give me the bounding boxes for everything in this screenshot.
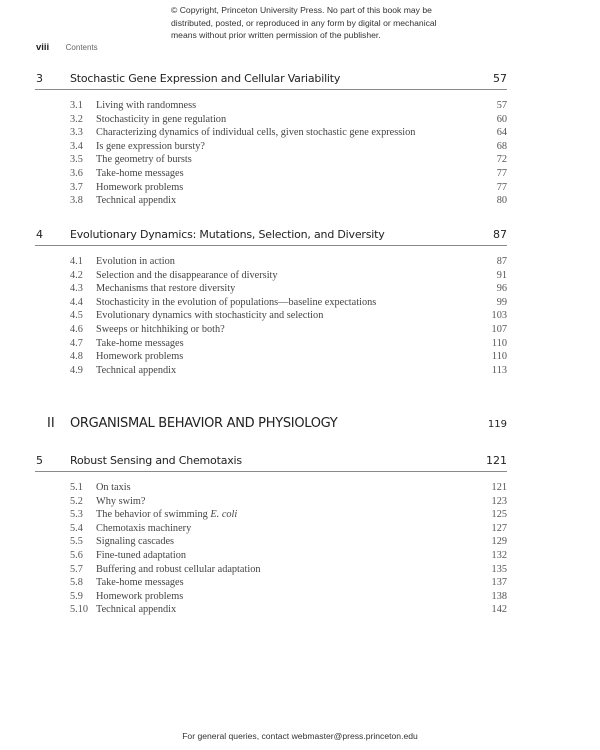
section-title-italic: E. coli	[210, 509, 238, 521]
toc-entry[interactable]	[35, 141, 507, 155]
toc-entry[interactable]	[35, 564, 507, 578]
section-number: 4.1	[70, 256, 83, 267]
section-page: 121	[491, 482, 507, 493]
section-page: 57	[496, 100, 507, 111]
section-number: 5.5	[70, 536, 83, 548]
section-title: Selection and the disappearance of diversity	[96, 269, 278, 281]
section-page: 77	[496, 167, 507, 179]
section-title: Fine-tuned adaptation	[96, 549, 187, 561]
section-page: 110	[491, 337, 507, 349]
toc-entry[interactable]	[35, 182, 507, 196]
section-number: 3.2	[70, 113, 83, 125]
section-number: 4.2	[70, 269, 83, 281]
toc-entry[interactable]	[35, 577, 507, 591]
toc-entry[interactable]	[35, 338, 507, 352]
chapter-heading[interactable]	[35, 67, 507, 90]
section-title: Chemotaxis machinery	[96, 522, 192, 534]
section-title: Stochasticity in the evolution of populations—baseline expectations	[96, 296, 377, 308]
section-page: 77	[496, 181, 507, 193]
section-page: 113	[491, 364, 507, 376]
section-number: 4.6	[70, 323, 83, 335]
section-title: Evolutionary dynamics with stochasticity and selection	[96, 310, 324, 322]
section-title: On taxis	[96, 482, 131, 493]
section-page: 72	[496, 154, 507, 166]
section-title: Why swim?	[96, 495, 146, 507]
section-list	[35, 256, 507, 378]
toc-entry[interactable]	[35, 270, 507, 284]
section-title: The geometry of bursts	[96, 154, 192, 166]
section-number: 5.7	[70, 563, 83, 575]
section-page: 110	[491, 351, 507, 363]
section-title: Buffering and robust cellular adaptation	[96, 563, 261, 575]
running-head	[36, 37, 98, 55]
section-title: Take-home messages	[96, 577, 184, 589]
chapter-title: Robust Sensing and Chemotaxis	[70, 454, 242, 467]
section-number: 3.3	[70, 127, 83, 139]
section-page: 103	[491, 310, 507, 322]
section-title: Homework problems	[96, 181, 184, 193]
section-page: 135	[491, 563, 507, 575]
part-page: 119	[487, 419, 507, 430]
toc-entry[interactable]	[35, 324, 507, 338]
chapter-page: 121	[486, 454, 507, 467]
copyright-notice	[171, 4, 441, 42]
toc-entry[interactable]	[35, 496, 507, 510]
section-page: 142	[491, 604, 507, 616]
section-number: 5.1	[70, 482, 83, 493]
toc-entry[interactable]	[35, 256, 507, 270]
chapter-title: Stochastic Gene Expression and Cellular Variability	[70, 72, 341, 85]
running-head-title: Contents	[65, 43, 98, 52]
toc-entry[interactable]	[35, 523, 507, 537]
section-number: 4.8	[70, 351, 83, 363]
section-number: 3.8	[70, 195, 83, 207]
toc-entry[interactable]	[35, 604, 507, 618]
section-number: 5.3	[70, 509, 83, 521]
toc-entry[interactable]	[35, 310, 507, 324]
section-number: 4.7	[70, 337, 83, 349]
page-folio: viii	[36, 42, 50, 53]
section-title	[96, 509, 237, 520]
section-number: 5.9	[70, 590, 83, 602]
part-number: II	[47, 416, 55, 431]
part-title: ORGANISMAL BEHAVIOR AND PHYSIOLOGY	[70, 416, 338, 431]
section-number: 4.9	[70, 364, 83, 376]
section-title: Is gene expression bursty?	[96, 140, 205, 152]
section-list	[35, 100, 507, 209]
section-number: 3.4	[70, 140, 83, 152]
toc-entry[interactable]	[35, 550, 507, 564]
section-title: Homework problems	[96, 351, 184, 363]
chapter-page: 87	[493, 228, 507, 241]
section-page: 87	[496, 256, 507, 267]
section-number: 5.4	[70, 522, 83, 534]
copyright-line: means without prior written permission of the publisher.	[171, 30, 381, 40]
part-heading[interactable]	[35, 414, 507, 434]
section-number: 4.4	[70, 296, 83, 308]
section-number: 5.10	[70, 604, 89, 616]
toc-entry[interactable]	[35, 482, 507, 496]
section-page: 96	[496, 283, 507, 295]
copyright-line: distributed, posted, or reproduced in any form by digital or mechanical	[171, 17, 437, 28]
section-title: Technical appendix	[96, 364, 177, 376]
section-page: 60	[496, 113, 507, 125]
section-page: 123	[491, 495, 507, 507]
section-page: 68	[496, 140, 507, 152]
toc-entry[interactable]	[35, 536, 507, 550]
toc-entry[interactable]	[35, 297, 507, 311]
toc-entry[interactable]	[35, 283, 507, 297]
section-number: 4.5	[70, 310, 83, 322]
section-title: Mechanisms that restore diversity	[96, 283, 236, 295]
chapter-heading[interactable]	[35, 449, 507, 472]
section-page: 125	[491, 509, 507, 521]
section-number: 3.7	[70, 181, 83, 193]
chapter-page: 57	[493, 72, 507, 85]
section-page: 138	[491, 590, 507, 602]
footer-contact: For general queries, contact webmaster@press.princeton.edu	[182, 731, 418, 741]
toc-entry[interactable]	[35, 509, 507, 523]
section-title: Living with randomness	[96, 100, 197, 111]
section-title: Take-home messages	[96, 337, 184, 349]
section-page: 99	[496, 296, 507, 308]
toc-entry[interactable]	[35, 365, 507, 379]
section-page: 132	[491, 549, 507, 561]
toc-entry[interactable]	[35, 168, 507, 182]
section-number: 3.6	[70, 167, 83, 179]
chapter-heading[interactable]	[35, 223, 507, 246]
section-title: Technical appendix	[96, 604, 177, 616]
section-title: Technical appendix	[96, 195, 177, 207]
chapter-title: Evolutionary Dynamics: Mutations, Selection, and Diversity	[70, 228, 385, 241]
section-page: 91	[496, 269, 507, 281]
toc-entry[interactable]	[35, 154, 507, 168]
section-page: 80	[496, 195, 507, 207]
section-list	[35, 482, 507, 618]
section-title: Sweeps or hitchhiking or both?	[96, 323, 225, 335]
section-title: Homework problems	[96, 590, 184, 602]
section-title-text: The behavior of swimming	[96, 509, 211, 521]
copyright-line: © Copyright, Princeton University Press. No part of this book may be	[171, 5, 432, 15]
section-number: 5.2	[70, 495, 83, 507]
section-page: 107	[491, 323, 507, 335]
toc-entry[interactable]	[35, 195, 507, 209]
section-title: Stochasticity in gene regulation	[96, 113, 227, 125]
section-page: 127	[491, 522, 507, 534]
toc-entry[interactable]	[35, 100, 507, 114]
section-title: Take-home messages	[96, 167, 184, 179]
section-number: 3.5	[70, 154, 83, 166]
chapter-number: 5	[36, 454, 43, 467]
section-page: 129	[491, 536, 507, 548]
section-number: 4.3	[70, 283, 83, 295]
toc-entry[interactable]	[35, 114, 507, 128]
section-number: 5.6	[70, 549, 83, 561]
chapter-number: 3	[36, 72, 43, 85]
chapter-number: 4	[36, 228, 43, 241]
section-number: 3.1	[70, 100, 83, 111]
section-title: Signaling cascades	[96, 536, 175, 548]
toc-entry[interactable]	[35, 351, 507, 365]
section-page: 64	[496, 127, 507, 139]
section-title: Characterizing dynamics of individual cells, given stochastic gene expression	[96, 127, 416, 139]
section-page: 137	[491, 577, 507, 589]
section-number: 5.8	[70, 577, 83, 589]
toc-entry[interactable]	[35, 127, 507, 141]
section-title: Evolution in action	[96, 256, 175, 267]
toc-entry[interactable]	[35, 591, 507, 605]
